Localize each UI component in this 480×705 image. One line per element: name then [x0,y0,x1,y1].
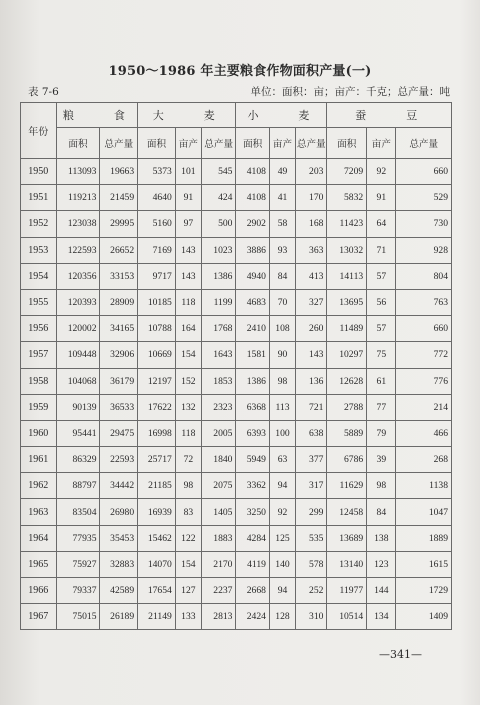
table-row [21,237,452,263]
header-grain: 粮 食 [56,103,138,128]
cell-barley-yield: 97 [175,211,201,237]
cell-wheat-area: 2668 [236,578,269,604]
cell-bean-total: 660 [396,316,452,342]
cell-bean-yield: 75 [367,342,396,368]
cell-wheat-total: 535 [296,525,327,551]
cell-wheat-area: 6368 [236,394,269,420]
cell-bean-area: 5832 [327,185,367,211]
subheader-yield-per-mu: 亩产 [269,128,295,159]
cell-wheat-yield: 90 [269,342,295,368]
cell-wheat-area: 1581 [236,342,269,368]
cell-grain-area: 119213 [56,185,100,211]
cell-wheat-total: 578 [296,551,327,577]
table-body [21,159,452,630]
subheader-total-output: 总产量 [201,128,236,159]
cell-grain-area: 109448 [56,342,100,368]
cell-bean-total: 1889 [396,525,452,551]
cell-bean-total: 529 [396,185,452,211]
cell-barley-area: 10788 [138,316,176,342]
cell-barley-area: 4640 [138,185,176,211]
cell-grain-area: 95441 [56,420,100,446]
cell-year: 1954 [21,263,57,289]
cell-bean-area: 12458 [327,499,367,525]
cell-grain-area: 120393 [56,289,100,315]
cell-bean-yield: 134 [367,604,396,630]
cell-wheat-total: 299 [296,499,327,525]
cell-year: 1963 [21,499,57,525]
table-number: 表 7-6 [28,86,59,98]
cell-barley-area: 5160 [138,211,176,237]
cell-bean-area: 7209 [327,159,367,185]
cell-wheat-total: 252 [296,578,327,604]
header-row-fields [21,128,452,159]
cell-barley-total: 1643 [201,342,236,368]
cell-grain-total: 36533 [100,394,138,420]
cell-barley-area: 14070 [138,551,176,577]
cell-grain-total: 26189 [100,604,138,630]
cell-wheat-total: 170 [296,185,327,211]
cell-bean-total: 763 [396,289,452,315]
cell-wheat-yield: 113 [269,394,295,420]
cell-barley-total: 2323 [201,394,236,420]
cell-grain-area: 75015 [56,604,100,630]
cell-bean-total: 1409 [396,604,452,630]
subheader-area: 面积 [138,128,176,159]
cell-wheat-total: 377 [296,447,327,473]
cell-year: 1959 [21,394,57,420]
cell-bean-total: 772 [396,342,452,368]
cell-bean-total: 1138 [396,473,452,499]
cell-wheat-total: 143 [296,342,327,368]
cell-wheat-total: 136 [296,368,327,394]
subheader-area: 面积 [327,128,367,159]
cell-barley-yield: 122 [175,525,201,551]
cell-bean-total: 268 [396,447,452,473]
cell-bean-yield: 98 [367,473,396,499]
cell-bean-area: 11629 [327,473,367,499]
cell-year: 1961 [21,447,57,473]
cell-year: 1966 [21,578,57,604]
cell-grain-area: 123038 [56,211,100,237]
cell-bean-area: 5889 [327,420,367,446]
cell-barley-yield: 133 [175,604,201,630]
cell-grain-total: 33153 [100,263,138,289]
cell-bean-area: 13689 [327,525,367,551]
cell-barley-area: 16939 [138,499,176,525]
cell-barley-area: 25717 [138,447,176,473]
cell-bean-area: 10514 [327,604,367,630]
cell-year: 1962 [21,473,57,499]
subheader-area: 面积 [236,128,269,159]
cell-wheat-area: 3886 [236,237,269,263]
cell-barley-total: 1883 [201,525,236,551]
cell-bean-total: 804 [396,263,452,289]
cell-wheat-yield: 49 [269,159,295,185]
cell-barley-area: 16998 [138,420,176,446]
cell-bean-yield: 92 [367,159,396,185]
cell-bean-area: 13032 [327,237,367,263]
table-row [21,159,452,185]
cell-wheat-yield: 84 [269,263,295,289]
cell-bean-yield: 56 [367,289,396,315]
cell-wheat-total: 327 [296,289,327,315]
cell-bean-total: 776 [396,368,452,394]
cell-bean-area: 6786 [327,447,367,473]
cell-barley-yield: 164 [175,316,201,342]
cell-wheat-yield: 108 [269,316,295,342]
table-row [21,289,452,315]
cell-grain-total: 28909 [100,289,138,315]
cell-barley-yield: 132 [175,394,201,420]
cell-grain-total: 35453 [100,525,138,551]
cell-wheat-total: 260 [296,316,327,342]
cell-bean-total: 1047 [396,499,452,525]
cell-bean-yield: 57 [367,316,396,342]
cell-barley-area: 21149 [138,604,176,630]
cell-barley-yield: 118 [175,289,201,315]
cell-bean-area: 10297 [327,342,367,368]
cell-bean-total: 214 [396,394,452,420]
cell-barley-total: 2005 [201,420,236,446]
cell-grain-total: 36179 [100,368,138,394]
cell-wheat-total: 203 [296,159,327,185]
cell-grain-total: 34442 [100,473,138,499]
cell-bean-yield: 39 [367,447,396,473]
cell-grain-total: 29995 [100,211,138,237]
cell-bean-area: 12628 [327,368,367,394]
cell-barley-area: 7169 [138,237,176,263]
cell-grain-total: 32906 [100,342,138,368]
cell-wheat-yield: 140 [269,551,295,577]
cell-grain-total: 32883 [100,551,138,577]
subheader-total-output: 总产量 [100,128,138,159]
cell-barley-total: 500 [201,211,236,237]
cell-year: 1955 [21,289,57,315]
cell-bean-total: 1729 [396,578,452,604]
cell-year: 1965 [21,551,57,577]
cell-year: 1950 [21,159,57,185]
units-note: 单位：面积：亩；亩产：千克；总产量：吨 [250,86,450,98]
cell-wheat-area: 4940 [236,263,269,289]
cell-year: 1960 [21,420,57,446]
table-row [21,473,452,499]
crop-statistics-table [20,102,452,630]
subheader-total-output: 总产量 [396,128,452,159]
table-title: 1950～1986 年主要粮食作物面积产量(一) [108,64,372,79]
cell-barley-yield: 83 [175,499,201,525]
cell-year: 1951 [21,185,57,211]
cell-barley-yield: 101 [175,159,201,185]
cell-grain-area: 75927 [56,551,100,577]
cell-grain-area: 122593 [56,237,100,263]
cell-barley-area: 15462 [138,525,176,551]
cell-wheat-area: 4284 [236,525,269,551]
cell-year: 1958 [21,368,57,394]
cell-wheat-area: 4683 [236,289,269,315]
cell-wheat-yield: 41 [269,185,295,211]
cell-barley-yield: 72 [175,447,201,473]
cell-grain-area: 77935 [56,525,100,551]
cell-barley-area: 12197 [138,368,176,394]
cell-barley-total: 1023 [201,237,236,263]
cell-grain-area: 86329 [56,447,100,473]
table-row [21,604,452,630]
cell-wheat-area: 2902 [236,211,269,237]
table-row [21,211,452,237]
cell-grain-total: 26652 [100,237,138,263]
cell-wheat-area: 4119 [236,551,269,577]
cell-wheat-total: 413 [296,263,327,289]
cell-wheat-yield: 128 [269,604,295,630]
cell-year: 1967 [21,604,57,630]
cell-year: 1956 [21,316,57,342]
cell-barley-area: 21185 [138,473,176,499]
cell-bean-area: 13695 [327,289,367,315]
cell-barley-area: 10669 [138,342,176,368]
cell-barley-area: 17622 [138,394,176,420]
header-barley: 大 麦 [138,103,236,128]
cell-barley-total: 1386 [201,263,236,289]
cell-barley-yield: 98 [175,473,201,499]
cell-wheat-yield: 94 [269,473,295,499]
cell-barley-yield: 154 [175,342,201,368]
cell-bean-total: 466 [396,420,452,446]
cell-wheat-yield: 93 [269,237,295,263]
cell-barley-total: 2813 [201,604,236,630]
cell-bean-total: 730 [396,211,452,237]
cell-grain-area: 90139 [56,394,100,420]
cell-barley-total: 1199 [201,289,236,315]
cell-wheat-total: 310 [296,604,327,630]
cell-bean-yield: 123 [367,551,396,577]
table-row [21,394,452,420]
cell-grain-total: 19663 [100,159,138,185]
cell-grain-area: 120356 [56,263,100,289]
cell-barley-yield: 152 [175,368,201,394]
cell-bean-yield: 144 [367,578,396,604]
cell-barley-yield: 143 [175,263,201,289]
cell-barley-total: 2237 [201,578,236,604]
cell-wheat-yield: 98 [269,368,295,394]
cell-bean-yield: 79 [367,420,396,446]
cell-grain-total: 29475 [100,420,138,446]
cell-barley-yield: 118 [175,420,201,446]
cell-bean-total: 1615 [396,551,452,577]
cell-bean-area: 11977 [327,578,367,604]
cell-wheat-area: 1386 [236,368,269,394]
table-row [21,185,452,211]
cell-wheat-total: 168 [296,211,327,237]
cell-barley-area: 17654 [138,578,176,604]
cell-bean-total: 660 [396,159,452,185]
cell-barley-total: 2170 [201,551,236,577]
cell-bean-yield: 138 [367,525,396,551]
cell-wheat-area: 4108 [236,159,269,185]
cell-wheat-area: 2410 [236,316,269,342]
cell-bean-yield: 91 [367,185,396,211]
cell-bean-area: 14113 [327,263,367,289]
cell-barley-area: 10185 [138,289,176,315]
cell-grain-area: 104068 [56,368,100,394]
cell-grain-total: 26980 [100,499,138,525]
cell-year: 1953 [21,237,57,263]
year-header: 年份 [21,103,57,159]
cell-bean-yield: 71 [367,237,396,263]
cell-bean-yield: 77 [367,394,396,420]
cell-grain-total: 21459 [100,185,138,211]
subheader-yield-per-mu: 亩产 [367,128,396,159]
cell-year: 1957 [21,342,57,368]
cell-barley-yield: 154 [175,551,201,577]
header-row-groups [21,103,452,128]
cell-bean-yield: 61 [367,368,396,394]
cell-grain-total: 34165 [100,316,138,342]
table-row [21,551,452,577]
cell-bean-yield: 64 [367,211,396,237]
cell-grain-area: 88797 [56,473,100,499]
cell-wheat-area: 3362 [236,473,269,499]
cell-wheat-yield: 63 [269,447,295,473]
cell-wheat-area: 2424 [236,604,269,630]
cell-bean-area: 13140 [327,551,367,577]
cell-bean-area: 11489 [327,316,367,342]
table-row [21,578,452,604]
cell-bean-yield: 84 [367,499,396,525]
cell-barley-yield: 127 [175,578,201,604]
cell-year: 1964 [21,525,57,551]
cell-grain-area: 120002 [56,316,100,342]
header-broad-bean: 蚕 豆 [327,103,452,128]
cell-wheat-yield: 70 [269,289,295,315]
table-row [21,368,452,394]
cell-bean-area: 2788 [327,394,367,420]
table-row [21,263,452,289]
cell-wheat-total: 317 [296,473,327,499]
cell-bean-total: 928 [396,237,452,263]
cell-wheat-yield: 92 [269,499,295,525]
cell-barley-area: 9717 [138,263,176,289]
cell-wheat-yield: 125 [269,525,295,551]
cell-wheat-area: 6393 [236,420,269,446]
table-row [21,342,452,368]
cell-barley-total: 545 [201,159,236,185]
header-wheat: 小 麦 [236,103,327,128]
cell-wheat-total: 363 [296,237,327,263]
page-number: —341— [379,648,422,661]
cell-wheat-total: 638 [296,420,327,446]
subheader-yield-per-mu: 亩产 [175,128,201,159]
cell-bean-yield: 57 [367,263,396,289]
cell-barley-total: 1405 [201,499,236,525]
cell-wheat-area: 3250 [236,499,269,525]
cell-barley-yield: 143 [175,237,201,263]
cell-wheat-yield: 58 [269,211,295,237]
cell-wheat-yield: 100 [269,420,295,446]
table-row [21,499,452,525]
table-row [21,420,452,446]
table-row [21,316,452,342]
cell-barley-total: 1840 [201,447,236,473]
cell-wheat-area: 5949 [236,447,269,473]
cell-grain-area: 83504 [56,499,100,525]
cell-grain-total: 22593 [100,447,138,473]
cell-grain-total: 42589 [100,578,138,604]
cell-barley-total: 424 [201,185,236,211]
cell-wheat-total: 721 [296,394,327,420]
cell-wheat-yield: 94 [269,578,295,604]
subheader-area: 面积 [56,128,100,159]
cell-barley-total: 1853 [201,368,236,394]
subheader-total-output: 总产量 [296,128,327,159]
cell-barley-total: 2075 [201,473,236,499]
cell-barley-area: 5373 [138,159,176,185]
cell-bean-area: 11423 [327,211,367,237]
cell-year: 1952 [21,211,57,237]
table-row [21,525,452,551]
cell-barley-yield: 91 [175,185,201,211]
cell-wheat-area: 4108 [236,185,269,211]
table-row [21,447,452,473]
cell-grain-area: 113093 [56,159,100,185]
cell-barley-total: 1768 [201,316,236,342]
cell-grain-area: 79337 [56,578,100,604]
